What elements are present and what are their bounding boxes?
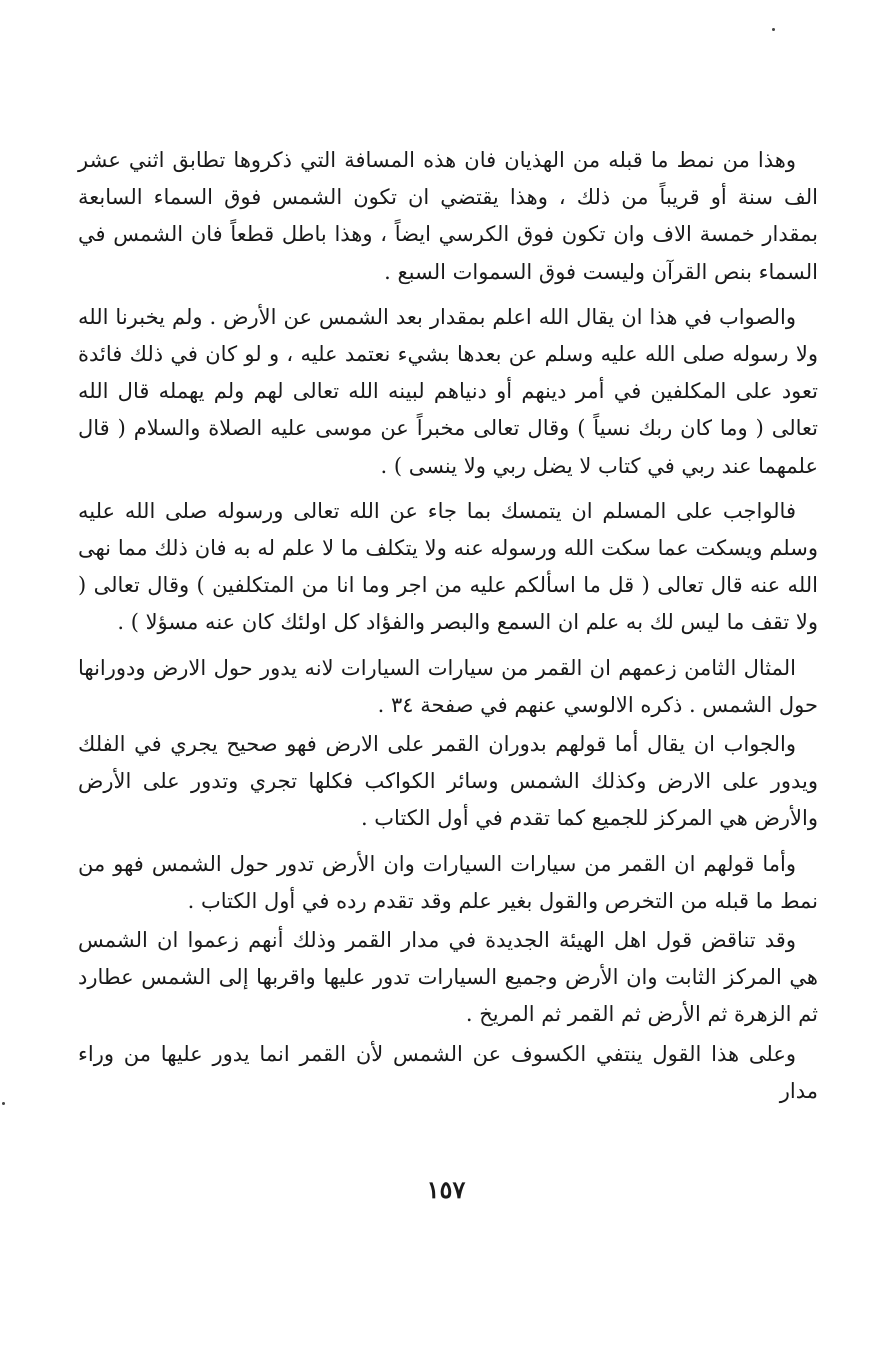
paragraph: وعلى هذا القول ينتفي الكسوف عن الشمس لأن القمر انما يدور عليها من وراء مدار — [78, 1041, 818, 1103]
paragraph: والصواب في هذا ان يقال الله اعلم بمقدار بعد الشمس عن الأرض . ولم يخبرنا الله ولا رسوله صلى الله عليه وسلم عن بعدها بشيء نعتمد عليه ، و لو كان في ذلك فائدة تعود على المكلفين في أمر دينهم أو دنياهم لبينه الله تعالى لهم ولم يهمله قال الله تعالى ( وما كان ربك نسياً ) وقال تعالى مخبراً عن موسى عليه الصلاة والسلام ( قال علمهما عند ربي في كتاب لا يضل ربي ولا ينسى ) . — [78, 304, 818, 478]
paragraph: وأما قولهم ان القمر من سيارات السيارات وان الأرض تدور حول الشمس فهو من نمط ما قبله من التخرص والقول بغير علم وقد تقدم رده في أول الكتاب . — [78, 851, 818, 913]
scan-speck — [2, 1102, 5, 1105]
paragraph: فالواجب على المسلم ان يتمسك بما جاء عن الله تعالى ورسوله صلى الله عليه وسلم ويسكت عما سكت الله ورسوله عنه ولا يتكلف ما لا علم له به فان ذلك مما نهى الله عنه قال تعالى ( قل ما اسألكم عليه من اجر وما انا من المتكلفين ) وقال تعالى ( ولا تقف ما ليس لك به علم ان السمع والبصر والفؤاد كل اولئك كان عنه مسؤلا ) . — [78, 498, 819, 635]
paragraph: المثال الثامن زعمهم ان القمر من سيارات السيارات لانه يدور حول الارض ودورانها حول الشمس . ذكره الالوسي عنهم في صفحة ٣٤ . — [78, 655, 818, 717]
page-body — [78, 142, 818, 1118]
paragraph: وقد تناقض قول اهل الهيئة الجديدة في مدار القمر وذلك أنهم زعموا ان الشمس هي المركز الثابت وان الأرض وجميع السيارات تدور عليها واقربها إلى الشمس عطارد ثم الزهرة ثم الأرض ثم القمر ثم المريخ . — [78, 928, 818, 1027]
paragraph: والجواب ان يقال أما قولهم بدوران القمر على الارض فهو صحيح يجري في الفلك ويدور على الارض وكذلك الشمس وسائر الكواكب فكلها تجري وتدور على الأرض والأرض هي المركز للجميع كما تقدم في أول الكتاب . — [78, 732, 818, 831]
paragraph: وهذا من نمط ما قبله من الهذيان فان هذه المسافة التي ذكروها تطابق اثني عشر الف سنة أو قريباً من ذلك ، وهذا يقتضي ان تكون الشمس فوق السماء السابعة بمقدار خمسة الاف وان تكون فوق الكرسي ايضاً ، وهذا باطل قطعاً فان الشمس في السماء بنص القرآن وليست فوق السموات السبع . — [78, 148, 818, 284]
page-number: ١٥٧ — [426, 1175, 466, 1204]
scan-speck — [772, 28, 775, 31]
